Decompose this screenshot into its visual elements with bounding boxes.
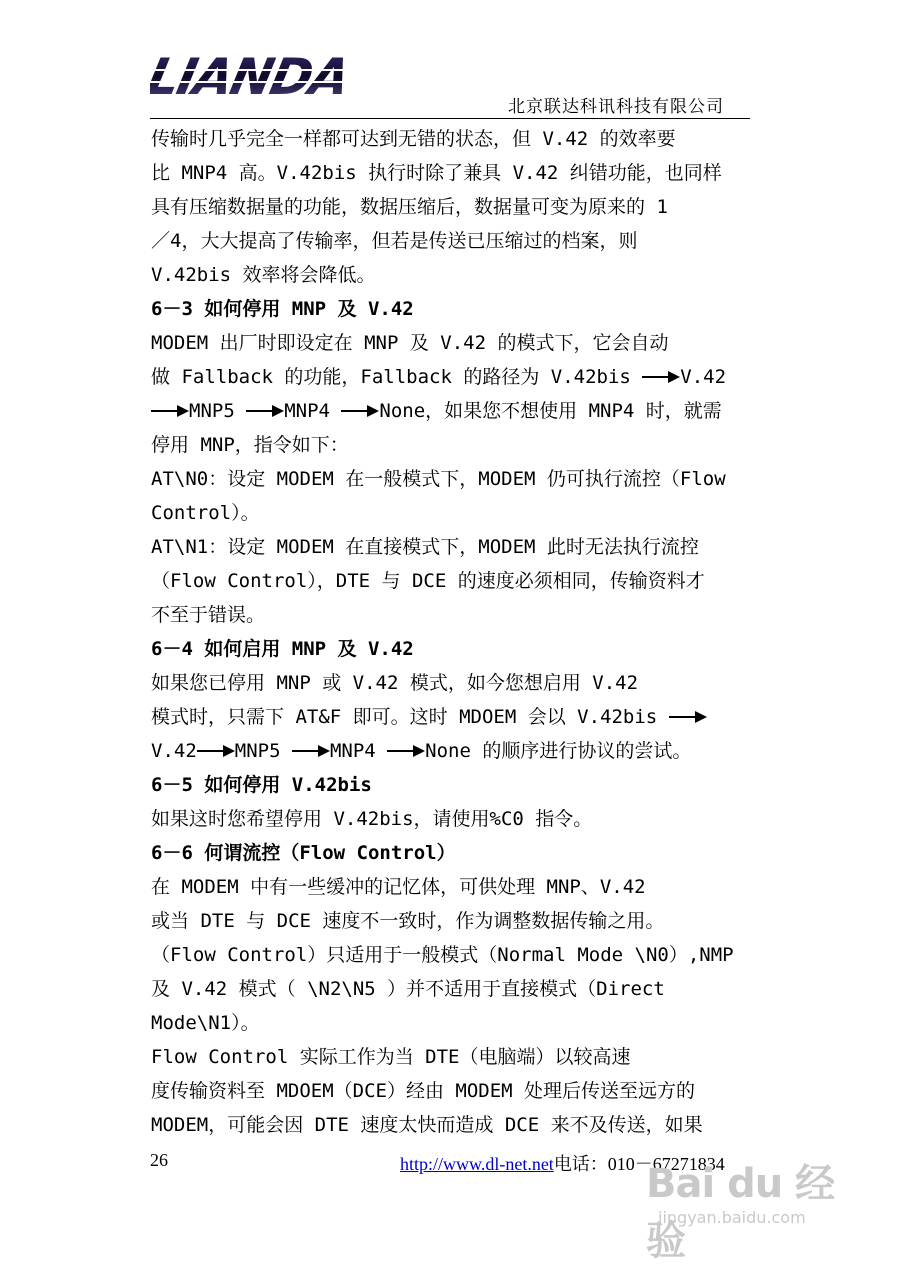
- svg-text:LIANDA: LIANDA: [150, 50, 354, 102]
- line-text: MODEM 出厂时即设定在 MNP 及 V.42 的模式下，它会自动: [151, 332, 669, 354]
- section-heading: [151, 836, 751, 870]
- line-text: 模式时，只需下 AT&F 即可。这时 MDOEM 会以 V.42bis: [151, 706, 669, 728]
- line-text: 6－5 如何停用 V.42bis: [151, 774, 372, 796]
- line-text: （Flow Control），DTE 与 DCE 的速度必须相同，传输资料才: [151, 570, 705, 592]
- line-text: 6－4 如何启用 MNP 及 V.42: [151, 638, 414, 660]
- text-line: [151, 1040, 751, 1074]
- text-line: [151, 1006, 751, 1040]
- text-line: [151, 156, 751, 190]
- line-text: Mode\N1）。: [151, 1012, 260, 1034]
- line-text: AT\N0：设定 MODEM 在一般模式下，MODEM 仍可执行流控（Flow: [151, 468, 726, 490]
- text-line: [151, 938, 751, 972]
- text-line: [151, 802, 751, 836]
- sequence-item: V.42: [151, 740, 197, 762]
- sequence-item: MNP5: [234, 740, 292, 762]
- text-line: [151, 598, 751, 632]
- arrow-right-icon: [292, 744, 330, 758]
- section-heading: [151, 292, 751, 326]
- line-text: 不至于错误。: [151, 604, 266, 626]
- text-line: [151, 326, 751, 360]
- header-divider: [150, 118, 750, 119]
- website-link[interactable]: http://www.dl-net.net: [400, 1154, 554, 1174]
- sequence-item: MNP4: [284, 400, 342, 422]
- text-line: [151, 666, 751, 700]
- arrow-right-icon: [669, 710, 707, 724]
- text-line: [151, 360, 751, 394]
- line-text: ／4，大大提高了传输率，但若是传送已压缩过的档案，则: [151, 230, 638, 252]
- section-heading: [151, 632, 751, 666]
- line-text: 度传输资料至 MDOEM（DCE）经由 MODEM 处理后传送至远方的: [151, 1080, 696, 1102]
- line-text: （Flow Control）只适用于一般模式（Normal Mode \N0）,NMP: [151, 944, 734, 966]
- text-line: [151, 496, 751, 530]
- text-line: [151, 904, 751, 938]
- line-text: 6－3 如何停用 MNP 及 V.42: [151, 298, 414, 320]
- text-line: [151, 258, 751, 292]
- text-line: [151, 462, 751, 496]
- line-text: 比 MNP4 高。V.42bis 执行时除了兼具 V.42 纠错功能，也同样: [151, 162, 722, 184]
- phone-text: 电话：010－67271834: [553, 1154, 725, 1174]
- sequence-item: MNP4: [329, 740, 388, 762]
- line-text: Flow Control 实际工作为当 DTE（电脑端）以较高速: [151, 1046, 631, 1068]
- document-body: [151, 122, 751, 1142]
- text-line: [151, 1108, 751, 1142]
- line-text: MODEM，可能会因 DTE 速度太快而造成 DCE 来不及传送，如果: [151, 1114, 703, 1136]
- line-text: 在 MODEM 中有一些缓冲的记忆体，可供处理 MNP、V.42: [151, 876, 646, 898]
- line-text: 6－6 何谓流控（Flow Control）: [151, 842, 456, 864]
- text-line: [151, 224, 751, 258]
- section-heading: [151, 768, 751, 802]
- line-text: 如果您已停用 MNP 或 V.42 模式，如今您想启用 V.42: [151, 672, 639, 694]
- text-line: [151, 394, 751, 428]
- sequence-item: MNP5: [189, 400, 247, 422]
- sequence-item: V.42: [680, 366, 727, 388]
- arrow-right-icon: [151, 404, 189, 418]
- text-line: [151, 122, 751, 156]
- text-line: [151, 870, 751, 904]
- sequence-item: None 的顺序进行协议的尝试。: [425, 740, 692, 762]
- lianda-logo: [150, 50, 360, 102]
- text-line: [151, 1074, 751, 1108]
- line-text: 或当 DTE 与 DCE 速度不一致时，作为调整数据传输之用。: [151, 910, 665, 932]
- arrow-right-icon: [642, 370, 680, 384]
- text-line: [151, 734, 751, 768]
- text-line: [151, 190, 751, 224]
- arrow-right-icon: [246, 404, 284, 418]
- arrow-right-icon: [387, 744, 425, 758]
- line-text: 具有压缩数据量的功能，数据压缩后，数据量可变为原来的 1: [151, 196, 668, 218]
- text-line: [151, 530, 751, 564]
- line-text: 及 V.42 模式（ \N2\N5 ）并不适用于直接模式（Direct: [151, 978, 665, 1000]
- line-text: 做 Fallback 的功能，Fallback 的路径为 V.42bis: [151, 366, 643, 388]
- line-text: AT\N1：设定 MODEM 在直接模式下，MODEM 此时无法执行流控: [151, 536, 699, 558]
- baidu-watermark: [640, 1150, 860, 1264]
- text-line: [151, 428, 751, 462]
- line-text: 停用 MNP，指令如下：: [151, 434, 349, 456]
- arrow-right-icon: [341, 404, 379, 418]
- page-number: 26: [150, 1150, 168, 1170]
- arrow-right-icon: [197, 744, 235, 758]
- line-text: 传输时几乎完全一样都可达到无错的状态，但 V.42 的效率要: [151, 128, 676, 150]
- text-line: [151, 700, 751, 734]
- text-line: [151, 564, 751, 598]
- line-text: Control）。: [151, 502, 260, 524]
- text-line: [151, 972, 751, 1006]
- watermark-brand: Bai du 经验: [646, 1161, 835, 1264]
- line-text: V.42bis 效率将会降低。: [151, 264, 376, 286]
- company-name: 北京联达科讯科技有限公司: [508, 97, 724, 117]
- watermark-domain: jingyan.baidu.com: [658, 1208, 806, 1227]
- line-text: 如果这时您希望停用 V.42bis，请使用%C0 指令。: [151, 808, 593, 830]
- sequence-item: None，如果您不想使用 MNP4 时，就需: [379, 400, 722, 422]
